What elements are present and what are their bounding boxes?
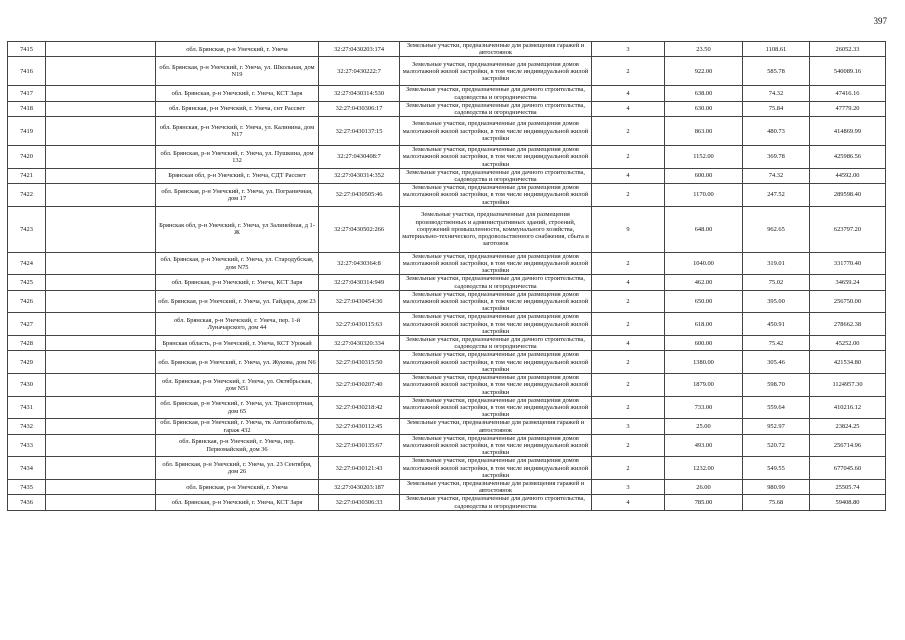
table-row — [8, 168, 886, 183]
specific-value-cell: 75.02 — [743, 275, 810, 290]
specific-value-cell: 520.72 — [743, 434, 810, 457]
specific-value-cell: 480.73 — [743, 117, 810, 146]
blank-cell — [46, 290, 156, 313]
area-cell: 493.00 — [665, 434, 743, 457]
cadastral-value-cell: 47416.16 — [810, 86, 886, 101]
row-number-cell: 7429 — [8, 351, 46, 374]
cadastral-number-cell: 32:27:0430502:266 — [319, 206, 400, 252]
cadastral-number-cell: 32:27:0430112:45 — [319, 419, 400, 434]
row-number-cell: 7419 — [8, 117, 46, 146]
cadastral-number-cell: 32:27:0430135:67 — [319, 434, 400, 457]
cadastral-value-cell: 623797.20 — [810, 206, 886, 252]
specific-value-cell: 74.32 — [743, 86, 810, 101]
cadastral-value-cell: 1124957.30 — [810, 374, 886, 397]
area-cell: 630.00 — [665, 101, 743, 116]
row-number-cell: 7421 — [8, 168, 46, 183]
table-row — [8, 313, 886, 336]
specific-value-cell: 305.46 — [743, 351, 810, 374]
address-cell: Брянская область, р-н Унечский, г. Унеча, КСТ Урожай — [156, 336, 319, 351]
cadastral-number-cell: 32:27:0430408:7 — [319, 146, 400, 169]
group-cell: 2 — [592, 434, 665, 457]
land-use-cell: Земельные участки, предназначенные для дачного строительства, садоводства и огородничества — [400, 101, 592, 116]
row-number-cell: 7423 — [8, 206, 46, 252]
group-cell: 9 — [592, 206, 665, 252]
row-number-cell: 7428 — [8, 336, 46, 351]
specific-value-cell: 75.68 — [743, 495, 810, 510]
specific-value-cell: 1108.61 — [743, 42, 810, 57]
cadastral-number-cell: 32:27:0430222:7 — [319, 57, 400, 86]
row-number-cell: 7436 — [8, 495, 46, 510]
address-cell: обл. Брянская, р-н Унечский, г. Унеча, ул. Гайдара, дом 23 — [156, 290, 319, 313]
group-cell: 4 — [592, 495, 665, 510]
cadastral-value-cell: 540089.16 — [810, 57, 886, 86]
cadastral-value-cell: 47779.20 — [810, 101, 886, 116]
cadastral-value-cell: 256714.96 — [810, 434, 886, 457]
group-cell: 2 — [592, 290, 665, 313]
land-use-cell: Земельные участки, предназначенные для дачного строительства, садоводства и огородничества — [400, 495, 592, 510]
cadastral-value-cell: 25505.74 — [810, 479, 886, 494]
area-cell: 618.00 — [665, 313, 743, 336]
area-cell: 462.00 — [665, 275, 743, 290]
table-body — [8, 42, 886, 511]
blank-cell — [46, 101, 156, 116]
address-cell: обл. Брянская, р-н Унечский, г. Унеча — [156, 479, 319, 494]
table-row — [8, 101, 886, 116]
table-row — [8, 374, 886, 397]
row-number-cell: 7427 — [8, 313, 46, 336]
table-row — [8, 146, 886, 169]
cadastral-number-cell: 32:27:0430121:43 — [319, 457, 400, 480]
group-cell: 2 — [592, 252, 665, 275]
blank-cell — [46, 419, 156, 434]
row-number-cell: 7415 — [8, 42, 46, 57]
land-use-cell: Земельные участки, предназначенные для дачного строительства, садоводства и огородничества — [400, 336, 592, 351]
address-cell: обл. Брянская, р-н Унечский, г. Унеча, ул. Пушкина, дом 132 — [156, 146, 319, 169]
land-use-cell: Земельные участки, предназначенные для размещения домов малоэтажной жилой застройки, в том числе индивидуальной жилой застройки — [400, 396, 592, 419]
blank-cell — [46, 146, 156, 169]
row-number-cell: 7431 — [8, 396, 46, 419]
cadastral-number-cell: 32:27:0430218:42 — [319, 396, 400, 419]
row-number-cell: 7433 — [8, 434, 46, 457]
row-number-cell: 7434 — [8, 457, 46, 480]
cadastral-value-cell: 410216.12 — [810, 396, 886, 419]
table-row — [8, 479, 886, 494]
table-row — [8, 351, 886, 374]
area-cell: 1040.00 — [665, 252, 743, 275]
specific-value-cell: 585.78 — [743, 57, 810, 86]
table-row — [8, 57, 886, 86]
cadastral-value-cell: 44592.00 — [810, 168, 886, 183]
land-use-cell: Земельные участки, предназначенные для размещения домов малоэтажной жилой застройки, в том числе индивидуальной жилой застройки — [400, 434, 592, 457]
area-cell: 922.00 — [665, 57, 743, 86]
area-cell: 733.00 — [665, 396, 743, 419]
cadastral-number-cell: 32:27:0430207:40 — [319, 374, 400, 397]
group-cell: 4 — [592, 275, 665, 290]
cadastral-number-cell: 32:27:0430320:334 — [319, 336, 400, 351]
cadastral-number-cell: 32:27:0430315:50 — [319, 351, 400, 374]
page-number: 397 — [873, 16, 887, 26]
address-cell: Брянская обл, р-н Унечский, г. Унеча, ул Залинейная, д 1-Ж — [156, 206, 319, 252]
specific-value-cell: 74.32 — [743, 168, 810, 183]
table-row — [8, 206, 886, 252]
specific-value-cell: 247.52 — [743, 184, 810, 207]
cadastral-value-cell: 677045.60 — [810, 457, 886, 480]
address-cell: обл. Брянская, р-н Унечский, г. Унеча, КСТ Заря — [156, 86, 319, 101]
area-cell: 1879.00 — [665, 374, 743, 397]
group-cell: 2 — [592, 313, 665, 336]
area-cell: 1152.00 — [665, 146, 743, 169]
table-row — [8, 434, 886, 457]
table-row — [8, 495, 886, 510]
blank-cell — [46, 57, 156, 86]
table-row — [8, 457, 886, 480]
blank-cell — [46, 495, 156, 510]
row-number-cell: 7422 — [8, 184, 46, 207]
table-row — [8, 275, 886, 290]
address-cell: обл. Брянская, р-н Унечский, г. Унеча, ул. Транспортная, дом 65 — [156, 396, 319, 419]
table-row — [8, 184, 886, 207]
table-row — [8, 86, 886, 101]
address-cell: обл. Брянская, р-н Унечский, г. Унеча, ул. Стародубская, дом N75 — [156, 252, 319, 275]
blank-cell — [46, 42, 156, 57]
cadastral-number-cell: 32:27:0430314:530 — [319, 86, 400, 101]
cadastral-value-cell: 425986.56 — [810, 146, 886, 169]
address-cell: обл. Брянская, р-н Унечский, г. Унеча, КСТ Заря — [156, 495, 319, 510]
cadastral-value-cell: 23824.25 — [810, 419, 886, 434]
area-cell: 785.00 — [665, 495, 743, 510]
specific-value-cell: 369.78 — [743, 146, 810, 169]
group-cell: 2 — [592, 396, 665, 419]
table-row — [8, 42, 886, 57]
area-cell: 23.50 — [665, 42, 743, 57]
blank-cell — [46, 184, 156, 207]
row-number-cell: 7420 — [8, 146, 46, 169]
land-use-cell: Земельные участки, предназначенные для дачного строительства, садоводства и огородничества — [400, 275, 592, 290]
group-cell: 2 — [592, 146, 665, 169]
cadastral-value-cell: 26052.33 — [810, 42, 886, 57]
table-row — [8, 419, 886, 434]
cadastral-number-cell: 32:27:0430314:352 — [319, 168, 400, 183]
area-cell: 25.00 — [665, 419, 743, 434]
group-cell: 3 — [592, 419, 665, 434]
cadastral-number-cell: 32:27:0430314:949 — [319, 275, 400, 290]
cadastral-number-cell: 32:27:0430505:46 — [319, 184, 400, 207]
row-number-cell: 7435 — [8, 479, 46, 494]
land-use-cell: Земельные участки, предназначенные для размещения домов малоэтажной жилой застройки, в том числе индивидуальной жилой застройки — [400, 457, 592, 480]
group-cell: 2 — [592, 351, 665, 374]
land-use-cell: Земельные участки, предназначенные для размещения домов малоэтажной жилой застройки, в том числе индивидуальной жилой застройки — [400, 57, 592, 86]
row-number-cell: 7430 — [8, 374, 46, 397]
blank-cell — [46, 86, 156, 101]
blank-cell — [46, 252, 156, 275]
area-cell: 1232.00 — [665, 457, 743, 480]
land-use-cell: Земельные участки, предназначенные для дачного строительства, садоводства и огородничества — [400, 86, 592, 101]
table-row — [8, 290, 886, 313]
cadastral-value-cell: 421534.80 — [810, 351, 886, 374]
blank-cell — [46, 275, 156, 290]
land-use-cell: Земельные участки, предназначенные для размещения гаражей и автостоянок — [400, 479, 592, 494]
cadastral-number-cell: 32:27:0430364:8 — [319, 252, 400, 275]
land-use-cell: Земельные участки, предназначенные для размещения домов малоэтажной жилой застройки, в том числе индивидуальной жилой застройки — [400, 252, 592, 275]
specific-value-cell: 980.99 — [743, 479, 810, 494]
specific-value-cell: 395.00 — [743, 290, 810, 313]
row-number-cell: 7417 — [8, 86, 46, 101]
cadastral-number-cell: 32:27:0430203:174 — [319, 42, 400, 57]
table-row — [8, 252, 886, 275]
blank-cell — [46, 313, 156, 336]
address-cell: обл. Брянская, р-н Унечский, г. Унеча, пер. 1-й Луначарского, дом 44 — [156, 313, 319, 336]
specific-value-cell: 75.42 — [743, 336, 810, 351]
area-cell: 863.00 — [665, 117, 743, 146]
row-number-cell: 7426 — [8, 290, 46, 313]
address-cell: обл. Брянская, р-н Унечский, г. Унеча, ул. Пограничная, дом 17 — [156, 184, 319, 207]
address-cell: обл. Брянская, р-н Унечский, г. Унеча, тк Автолюбитель, гараж 432 — [156, 419, 319, 434]
row-number-cell: 7424 — [8, 252, 46, 275]
group-cell: 2 — [592, 184, 665, 207]
specific-value-cell: 450.91 — [743, 313, 810, 336]
blank-cell — [46, 457, 156, 480]
blank-cell — [46, 351, 156, 374]
cadastral-number-cell: 32:27:0430306:33 — [319, 495, 400, 510]
address-cell: обл. Брянская, р-н Унечский, г. Унеча, ул. Жукова, дом N6 — [156, 351, 319, 374]
cadastral-value-cell: 34659.24 — [810, 275, 886, 290]
address-cell: обл. Брянская, р-н Унечский, г. Унеча, ул. Октябрьская, дом N51 — [156, 374, 319, 397]
address-cell: обл. Брянская, р-н Унечский, г. Унеча, ул. 23 Сентября, дом 26 — [156, 457, 319, 480]
group-cell: 2 — [592, 117, 665, 146]
cadastral-value-cell: 45252.00 — [810, 336, 886, 351]
blank-cell — [46, 479, 156, 494]
group-cell: 4 — [592, 86, 665, 101]
row-number-cell: 7432 — [8, 419, 46, 434]
address-cell: Брянская обл, р-н Унечский, г. Унеча, СДТ Рассвет — [156, 168, 319, 183]
row-number-cell: 7425 — [8, 275, 46, 290]
group-cell: 4 — [592, 336, 665, 351]
specific-value-cell: 598.70 — [743, 374, 810, 397]
cadastral-value-cell: 289598.40 — [810, 184, 886, 207]
blank-cell — [46, 396, 156, 419]
blank-cell — [46, 336, 156, 351]
land-use-cell: Земельные участки, предназначенные для дачного строительства, садоводства и огородничества — [400, 168, 592, 183]
address-cell: обл. Брянская, р-н Унечский, г. Унеча, пер. Первомайский, дом 36 — [156, 434, 319, 457]
area-cell: 1170.00 — [665, 184, 743, 207]
land-use-cell: Земельные участки, предназначенные для размещения домов малоэтажной жилой застройки, в том числе индивидуальной жилой застройки — [400, 117, 592, 146]
cadastral-number-cell: 32:27:0430115:63 — [319, 313, 400, 336]
specific-value-cell: 319.01 — [743, 252, 810, 275]
group-cell: 3 — [592, 42, 665, 57]
group-cell: 4 — [592, 101, 665, 116]
address-cell: обл. Брянская, р-н Унечский, г. Унеча, КСТ Заря — [156, 275, 319, 290]
table-row — [8, 336, 886, 351]
specific-value-cell: 952.97 — [743, 419, 810, 434]
row-number-cell: 7418 — [8, 101, 46, 116]
land-use-cell: Земельные участки, предназначенные для размещения домов малоэтажной жилой застройки, в том числе индивидуальной жилой застройки — [400, 374, 592, 397]
specific-value-cell: 549.55 — [743, 457, 810, 480]
cadastral-number-cell: 32:27:0430137:15 — [319, 117, 400, 146]
cadastral-value-cell: 278662.38 — [810, 313, 886, 336]
land-use-cell: Земельные участки, предназначенные для размещения гаражей и автостоянок — [400, 419, 592, 434]
area-cell: 1380.00 — [665, 351, 743, 374]
address-cell: обл. Брянская, р-н Унечский, г. Унеча, снт Рассвет — [156, 101, 319, 116]
group-cell: 4 — [592, 168, 665, 183]
group-cell: 3 — [592, 479, 665, 494]
land-use-cell: Земельные участки, предназначенные для размещения домов малоэтажной жилой застройки, в том числе индивидуальной жилой застройки — [400, 290, 592, 313]
land-use-cell: Земельные участки, предназначенные для размещения домов малоэтажной жилой застройки, в том числе индивидуальной жилой застройки — [400, 313, 592, 336]
cadastral-number-cell: 32:27:0430454:36 — [319, 290, 400, 313]
blank-cell — [46, 374, 156, 397]
group-cell: 2 — [592, 374, 665, 397]
group-cell: 2 — [592, 457, 665, 480]
blank-cell — [46, 206, 156, 252]
blank-cell — [46, 117, 156, 146]
specific-value-cell: 75.84 — [743, 101, 810, 116]
land-use-cell: Земельные участки, предназначенные для размещения гаражей и автостоянок — [400, 42, 592, 57]
cadastral-number-cell: 32:27:0430203:187 — [319, 479, 400, 494]
cadastral-value-cell: 414869.99 — [810, 117, 886, 146]
cadastral-value-cell: 59408.80 — [810, 495, 886, 510]
area-cell: 26.00 — [665, 479, 743, 494]
blank-cell — [46, 168, 156, 183]
area-cell: 600.00 — [665, 336, 743, 351]
address-cell: обл. Брянская, р-н Унечский, г. Унеча — [156, 42, 319, 57]
land-use-cell: Земельные участки, предназначенные для размещения домов малоэтажной жилой застройки, в том числе индивидуальной жилой застройки — [400, 146, 592, 169]
blank-cell — [46, 434, 156, 457]
cadastral-value-cell: 331770.40 — [810, 252, 886, 275]
address-cell: обл. Брянская, р-н Унечский, г. Унеча, ул. Школьная, дом N19 — [156, 57, 319, 86]
area-cell: 600.00 — [665, 168, 743, 183]
cadastral-number-cell: 32:27:0430306:17 — [319, 101, 400, 116]
cadastral-value-table — [7, 41, 886, 511]
specific-value-cell: 962.65 — [743, 206, 810, 252]
specific-value-cell: 559.64 — [743, 396, 810, 419]
land-use-cell: Земельные участки, предназначенные для размещения производственных и административных зданий, строений, сооружений промышленности, коммунального хозяйства, материально-технического, продовольственного снабжения, сбыта и заготовок — [400, 206, 592, 252]
group-cell: 2 — [592, 57, 665, 86]
table-row — [8, 396, 886, 419]
area-cell: 638.00 — [665, 86, 743, 101]
area-cell: 648.00 — [665, 206, 743, 252]
row-number-cell: 7416 — [8, 57, 46, 86]
area-cell: 650.00 — [665, 290, 743, 313]
land-use-cell: Земельные участки, предназначенные для размещения домов малоэтажной жилой застройки, в том числе индивидуальной жилой застройки — [400, 184, 592, 207]
land-use-cell: Земельные участки, предназначенные для размещения домов малоэтажной жилой застройки, в том числе индивидуальной жилой застройки — [400, 351, 592, 374]
table-row — [8, 117, 886, 146]
cadastral-value-cell: 256750.00 — [810, 290, 886, 313]
address-cell: обл. Брянская, р-н Унечский, г. Унеча, ул. Калинина, дом N17 — [156, 117, 319, 146]
